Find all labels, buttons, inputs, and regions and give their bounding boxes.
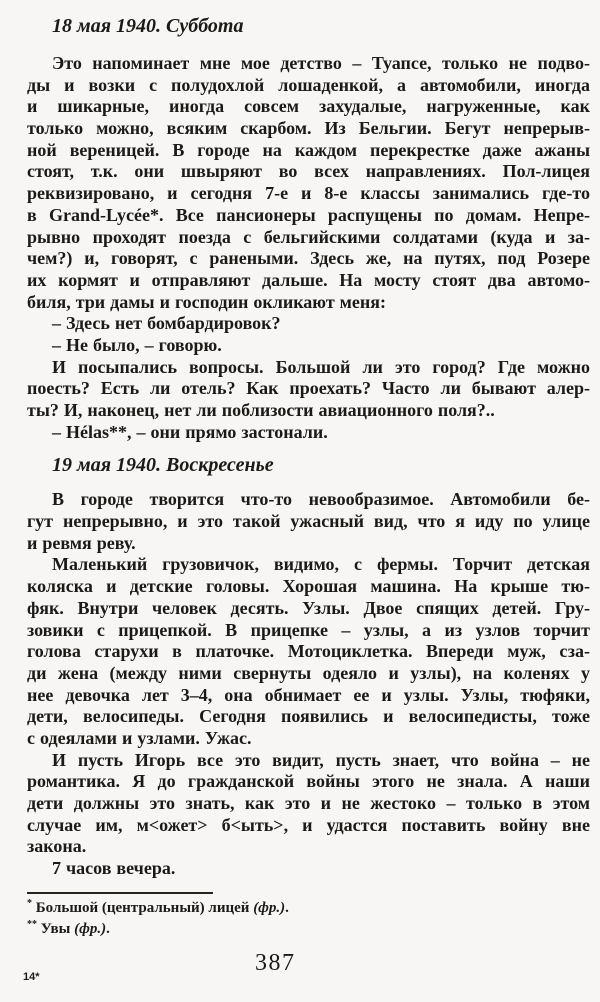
- page-number: 387: [255, 950, 296, 976]
- footnote-language-note: (фр.): [74, 921, 107, 938]
- text-line: в Grand-Lycée*. Все пансионеры распущены по домам. Непре-: [27, 204, 590, 225]
- signature-mark: 14*: [23, 971, 40, 983]
- text-line: случае им, м<ожет> б<ыть>, и удастся поставить войну вне: [27, 814, 590, 835]
- text-line: реквизировано, и сегодня 7-е и 8-е классы занимались где-то: [27, 183, 590, 204]
- footnote-block: [27, 892, 590, 941]
- text-line: Это напоминает мне мое детство – Туапсе, только не подво-: [52, 53, 590, 73]
- footnote: ** Увы (фр.).: [27, 919, 110, 938]
- text-line: ди жена (между ними свернуты одеяло и узлы), на коленях у: [27, 662, 590, 683]
- text-line: закона.: [27, 836, 87, 857]
- text-line: ной вереницей. В городе на каждом перекрестке даже ажаны: [27, 139, 590, 160]
- text-line: стоят, т.к. они швыряют во всех направлениях. Пол-лицея: [27, 161, 590, 182]
- text-line: романтика. Я до гражданской войны этого не знала. А наши: [27, 771, 590, 792]
- text-line: и шикарные, иногда совсем захудалые, нагруженные, как: [27, 96, 590, 117]
- text-line: И пусть Игорь все это видит, пусть знает, что война – не: [52, 749, 590, 770]
- footnote-list: [27, 898, 590, 941]
- text-line: поесть? Есть ли отель? Как проехать? Часто ли бывают алер-: [27, 378, 590, 399]
- entry-heading: 19 мая 1940. Воскресенье: [52, 454, 274, 477]
- text-line: их кормят и отправляют дальше. На мосту стоят два автомо-: [27, 269, 590, 290]
- text-line: нее девочка лет 3–4, она обнимает ее и узлы. Узлы, тюфяки,: [27, 684, 590, 705]
- text-line: И посыпались вопросы. Большой ли это город? Где можно: [52, 356, 590, 377]
- text-line: зовики с прицепкой. В прицепке – узлы, а из узлов торчит: [27, 619, 590, 640]
- text-line: ды и возки с полудохлой лошаденкой, а автомобили, иногда: [27, 74, 590, 95]
- text-line: В городе творится что-то невообразимое. Автомобили бе-: [52, 489, 590, 510]
- footnote-marker: *: [27, 897, 32, 909]
- entry-heading: 18 мая 1940. Суббота: [52, 15, 244, 37]
- text-line: голова старухи в платочке. Мотоциклетка. Впереди муж, сза-: [27, 641, 590, 662]
- footnote: * Большой (центральный) лицей (фр.).: [27, 897, 289, 916]
- text-line: только можно, всяким скарбом. Из Бельгии. Бегут непрерыв-: [27, 118, 590, 139]
- text-line: дети должны это знать, как это и не жестоко – только в этом: [27, 793, 590, 813]
- text-line: биля, три дамы и господин окликают меня:: [27, 291, 387, 312]
- text-line: гут непрерывно, и это такой ужасный вид, что я иду по улице: [27, 511, 590, 532]
- text-line: 7 часов вечера.: [52, 858, 176, 879]
- text-line: – Hélas**, – они прямо застонали.: [52, 421, 328, 442]
- footnote-language-note: (фр.): [253, 899, 286, 916]
- text-line: рывно проходят поезда с бельгийскими солдатами (куда и за-: [27, 226, 590, 247]
- text-line: чем?) и, говорят, с ранеными. Здесь же, на путях, под Розере: [27, 248, 590, 269]
- text-line: дети, велосипеды. Сегодня появились и велосипедисты, тоже: [27, 706, 590, 727]
- footnote-marker: **: [27, 919, 37, 931]
- text-line: – Не было, – говорю.: [52, 334, 222, 355]
- text-line: и ревмя реву.: [27, 532, 136, 553]
- text-body: [27, 15, 590, 880]
- text-line: коляска и детские головы. Хорошая машина. На крыше тю-: [27, 576, 590, 597]
- text-line: фяк. Внутри человек десять. Узлы. Двое спящих детей. Гру-: [27, 597, 590, 618]
- text-line: – Здесь нет бомбардировок?: [52, 313, 281, 334]
- text-line: с одеялами и узлами. Ужас.: [27, 727, 252, 748]
- text-line: Маленький грузовичок, видимо, с фермы. Торчит детская: [52, 554, 590, 575]
- footnote-rule: [27, 892, 213, 894]
- text-line: ты? И, наконец, нет ли поблизости авиационного поля?..: [27, 400, 495, 420]
